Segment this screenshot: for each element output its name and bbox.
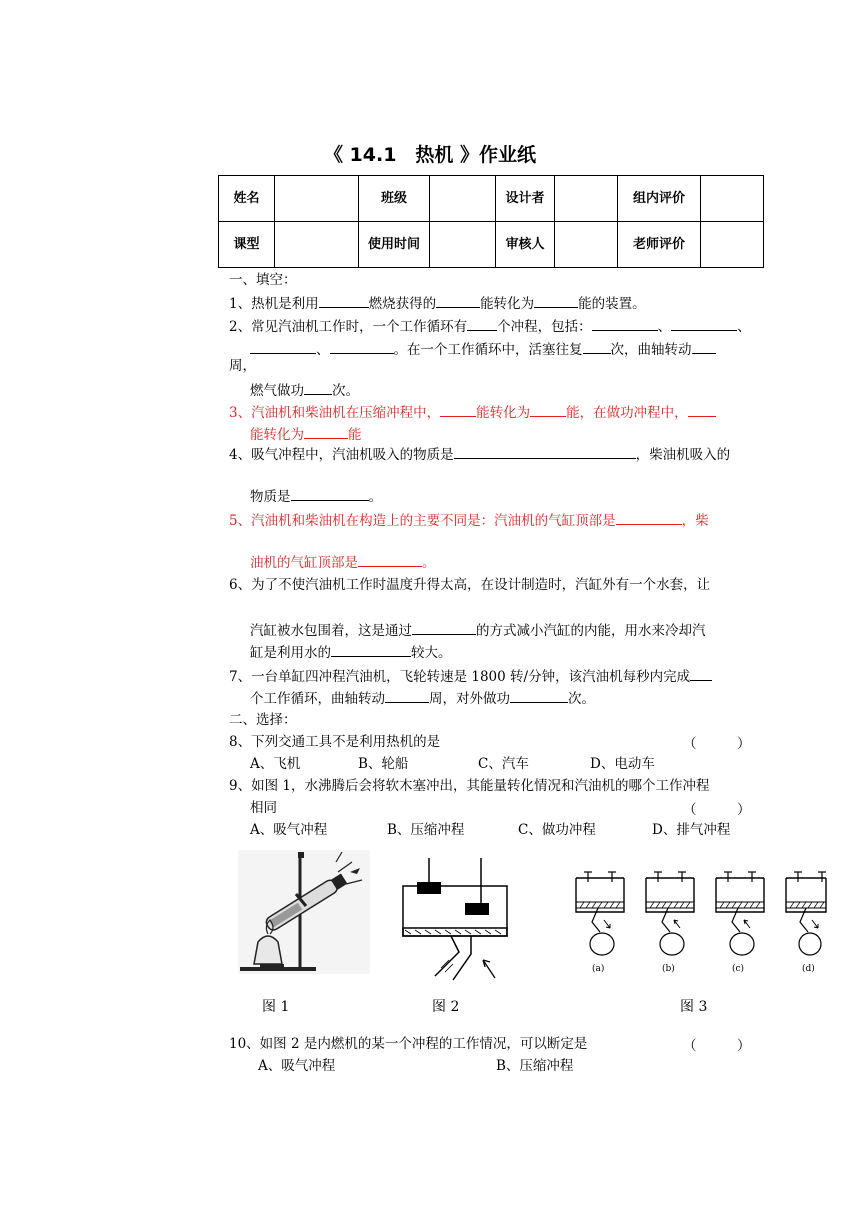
question-3-line-2: 能转化为 能 [250, 424, 362, 445]
question-5-line-1: 5、汽油机和柴油机在构造上的主要不同是：汽油机的气缸顶部是 ，柴 [229, 510, 709, 531]
question-10-stem: 10、如图 2 是内燃机的某一个冲程的工作情况，可以断定是 [229, 1036, 588, 1052]
blank[interactable] [467, 316, 497, 331]
stroke-label-a: (a) [592, 964, 605, 974]
blank[interactable] [530, 402, 566, 417]
question-7-line-1: 7、一台单缸四冲程汽油机，飞轮转速是 1800 转/分钟，该汽油机每秒内完成 [229, 666, 712, 687]
page-title: 《 14.1 热机 》作业纸 [323, 144, 537, 166]
question-7-line-2: 个工作循环，曲轴转动 周，对外做功 次。 [250, 688, 595, 709]
question-10-option-a[interactable]: A、吸气冲程 [258, 1058, 336, 1074]
figure-3-four-strokes [568, 868, 830, 978]
question-6-line-3: 缸是利用水的 较大。 [250, 642, 452, 663]
question-9-stem-cont: 相同 [250, 800, 277, 816]
stroke-diagram-a [576, 872, 624, 955]
lesson-type-label: 课型 [219, 222, 275, 268]
blank[interactable] [385, 688, 429, 703]
section-fill-heading: 一、填空： [229, 272, 297, 288]
blank[interactable] [304, 424, 348, 439]
question-6-line-2: 汽缸被水包围着，这是通过 的方式减小汽缸的内能，用水来冷却汽 [250, 620, 706, 641]
question-3-line-1: 3、汽油机和柴油机在压缩冲程中， 能转化为 能，在做功冲程中， [229, 402, 716, 423]
blank[interactable] [690, 666, 712, 681]
teacher-eval-label: 老师评价 [618, 222, 701, 268]
question-9-option-d[interactable]: D、排气冲程 [652, 822, 731, 838]
figure-1-caption: 图 1 [262, 999, 290, 1015]
blank[interactable] [671, 316, 737, 331]
blank[interactable] [358, 552, 422, 567]
info-table [218, 175, 764, 268]
question-1: 1、热机是利用 燃烧获得的 能转化为 能的装置。 [229, 293, 646, 314]
class-label: 班级 [359, 176, 430, 222]
stroke-diagram-d [786, 872, 826, 955]
blank[interactable] [440, 402, 476, 417]
question-5-line-2: 油机的气缸顶部是 。 [250, 552, 436, 573]
stroke-label-d: (d) [802, 964, 815, 974]
question-6-line-1: 6、为了不使汽油机工作时温度升得太高，在设计制造时，汽缸外有一个水套，让 [229, 577, 711, 593]
blank[interactable] [510, 688, 568, 703]
answer-parentheses[interactable]: （ ） [683, 736, 751, 752]
designer-label: 设计者 [496, 176, 555, 222]
name-label: 姓名 [219, 176, 275, 222]
blank[interactable] [692, 339, 716, 354]
reviewer-cell[interactable] [555, 222, 618, 268]
blank[interactable] [291, 486, 369, 501]
figure-1-boiling-tube-apparatus [238, 850, 370, 974]
question-2-line-1: 2、常见汽油机工作时，一个工作循环有 个冲程，包括： 、 、 [229, 316, 751, 337]
figure-2-engine-cylinder [395, 856, 515, 986]
blank[interactable] [454, 444, 636, 459]
question-2-line-4: 燃气做功 次。 [250, 380, 359, 401]
figure-2-caption: 图 2 [432, 999, 460, 1015]
blank[interactable] [304, 380, 332, 395]
blank[interactable] [688, 402, 716, 417]
blank[interactable] [436, 293, 480, 308]
blank[interactable] [583, 339, 611, 354]
question-8-option-a[interactable]: A、飞机 [250, 756, 301, 772]
section-choice-heading: 二、选择： [229, 712, 297, 728]
name-cell[interactable] [275, 176, 359, 222]
group-eval-cell[interactable] [701, 176, 764, 222]
blank[interactable] [616, 510, 682, 525]
teacher-eval-cell[interactable] [701, 222, 764, 268]
use-time-label: 使用时间 [359, 222, 430, 268]
stroke-label-c: (c) [732, 964, 745, 974]
question-2-line-2: 、 。在一个工作循环中，活塞往复 次，曲轴转动 [250, 339, 716, 360]
group-eval-label: 组内评价 [618, 176, 701, 222]
blank[interactable] [534, 293, 578, 308]
question-8-option-d[interactable]: D、电动车 [590, 756, 655, 772]
lesson-type-cell[interactable] [275, 222, 359, 268]
blank[interactable] [330, 339, 394, 354]
question-8-option-b[interactable]: B、轮船 [358, 756, 409, 772]
stroke-label-b: (b) [662, 964, 675, 974]
stroke-diagram-c [716, 872, 764, 955]
stroke-diagram-b [646, 872, 694, 955]
question-8-option-c[interactable]: C、汽车 [478, 756, 529, 772]
blank[interactable] [412, 620, 476, 635]
question-9-stem: 9、如图 1，水沸腾后会将软木塞冲出，其能量转化情况和汽油机的哪个工作冲程 [229, 778, 710, 794]
answer-parentheses[interactable]: （ ） [683, 802, 751, 818]
blank[interactable] [592, 316, 658, 331]
question-9-option-b[interactable]: B、压缩冲程 [387, 822, 465, 838]
question-4-line-1: 4、吸气冲程中，汽油机吸入的物质是 ，柴油机吸入的 [229, 444, 730, 465]
question-9-option-a[interactable]: A、吸气冲程 [250, 822, 328, 838]
class-cell[interactable] [430, 176, 496, 222]
question-2-line-3: 周， [229, 358, 256, 374]
figure-3-caption: 图 3 [680, 999, 708, 1015]
answer-parentheses[interactable]: （ ） [683, 1038, 751, 1054]
blank[interactable] [319, 293, 369, 308]
question-9-option-c[interactable]: C、做功冲程 [518, 822, 596, 838]
question-4-line-2: 物质是 。 [250, 486, 382, 507]
blank[interactable] [250, 339, 316, 354]
designer-cell[interactable] [555, 176, 618, 222]
question-10-option-b[interactable]: B、压缩冲程 [496, 1058, 574, 1074]
blank[interactable] [331, 642, 411, 657]
use-time-cell[interactable] [430, 222, 496, 268]
reviewer-label: 审核人 [496, 222, 555, 268]
question-8-stem: 8、下列交通工具不是利用热机的是 [229, 734, 441, 750]
